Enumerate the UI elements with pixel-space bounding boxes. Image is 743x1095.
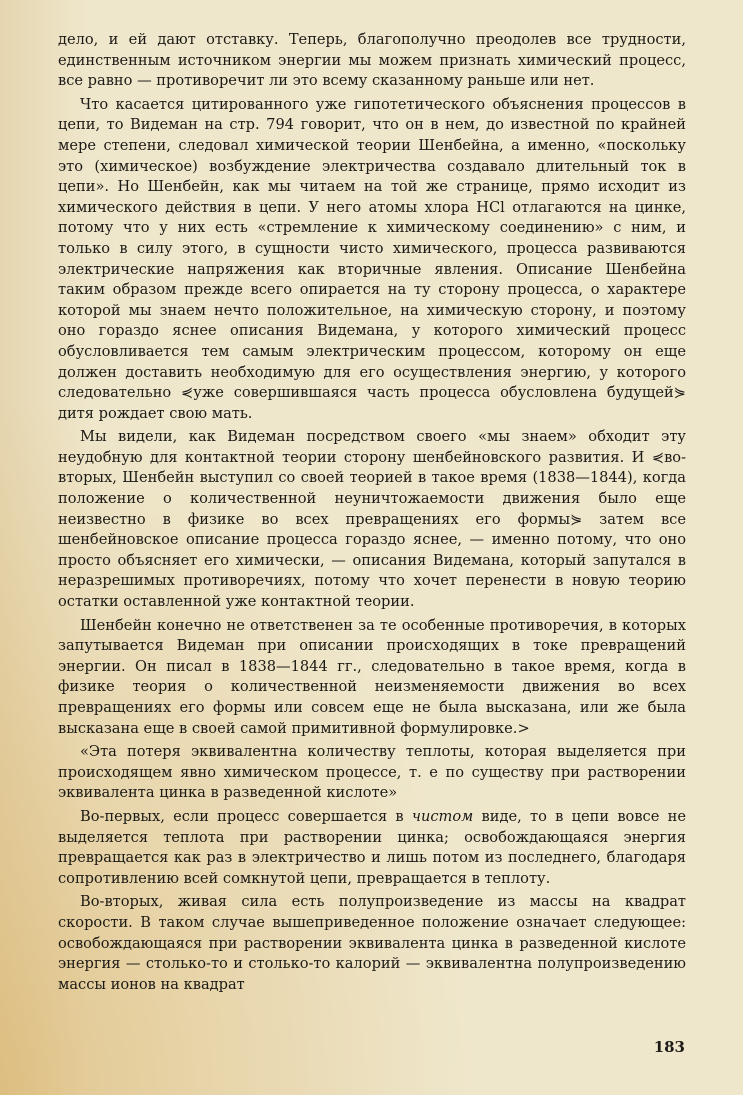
quotation-text: «Эта потеря эквивалентна количеству теплоты, которая выделяется при происходящем явно химическом процессе, т. е по существу при растворении эквивалента цинка в разведенной кислоте» [58,743,686,802]
paragraph-4 [58,616,686,740]
paragraph-text: Во-вторых, живая сила есть полупроизведение из массы на квадрат скорости. В таком случае вышеприведенное положение означает следующее: освобождающаяся при растворении эквивалента цинка в разведенной кислоте энергия — столько-то и столько-то калорий — эквивалентна полупроизведению массы ионов на квадрат [58,893,686,993]
paragraph-text: Во-первых, если процесс совершается в [80,807,412,825]
paragraph-text: Шенбейн конечно не ответственен за те особенные противоречия, в которых запутывается Видеман при описании происходящих в токе превращений энергии. Он писал в 1838—1844 гг., следовательно в такое время, когда в физике теория о количественной неизменяемости движения во всех превращениях его формы или совсем еще не была высказана, или же была высказана еще в своей самой примитивной формулировке.> [58,616,686,737]
paragraph-text: Что касается цитированного уже гипотетического объяснения процессов в цепи, то Видеман на стр. 794 говорит, что он в нем, до известной по крайней мере степени, следовал химической теории Шенбейна, а именно, «поскольку это (химическое) возбуждение электричества создавало длительный ток в цепи». Но Шенбейн, как мы читаем на той же странице, прямо исходит из химического действия в цепи. У него атомы хлора HCl отлагаются на цинке, потому что у них есть «стремление к химическому соединению» с ним, и только в силу этого, в сущности чисто химического, процесса развиваются электрические напряжения как вторичные явления. Описание Шенбейна таким образом прежде всего опирается на ту сторону процесса, о характере которой мы знаем нечто положительное, на химическую сторону, и поэтому оно гораздо яснее описания Видемана, у которого химический процесс обусловливается тем самым электрическим процессом, которому он еще должен доставить необходимую для его осуществления энергию, у которого следовательно ⋞уже совершившаяся часть процесса обусловлена будущей⋟ дитя рождает свою мать. [58,95,686,422]
paragraph-2 [58,95,686,425]
paragraph-5-quote [58,742,686,804]
paragraph-text: Мы видели, как Видеман посредством своего «мы знаем» обходит эту неудобную для контактной теории сторону шенбейновского развития. И ⋞во-вторых, Шенбейн выступил со своей теорией в такое время (1838—1844), когда положение о количественной неуничтожаемости движения было еще неизвестно в физике во всех превращениях его формы⋟ затем все шенбейновское описание процесса гораздо яснее, — именно потому, что оно просто объясняет его химически, — описания Видемана, который запутался в неразрешимых противоречиях, потому что хочет перенести в новую теорию остатки оставленной уже контактной теории. [58,428,686,611]
emphasized-word: чистом [411,807,474,825]
paragraph-6 [58,807,686,889]
page-number: 183 [653,1038,685,1056]
document-body [58,30,686,995]
paragraph-3 [58,427,686,612]
paragraph-text: виде, то в цепи вовсе не выделяется теплота при растворении цинка; освобождающаяся энергия превращается как раз в электричество и лишь потом из последнего, благодаря сопротивлению всей сомкнутой цепи, превращается в теплоту. [58,807,686,887]
paragraph-1 [58,30,686,92]
paragraph-7 [58,892,686,995]
paragraph-text: дело, и ей дают отставку. Теперь, благополучно преодолев все трудности, единственным источником энергии мы можем признать химический процесс, все равно — противоречит ли это всему сказанному раньше или нет. [58,31,686,90]
